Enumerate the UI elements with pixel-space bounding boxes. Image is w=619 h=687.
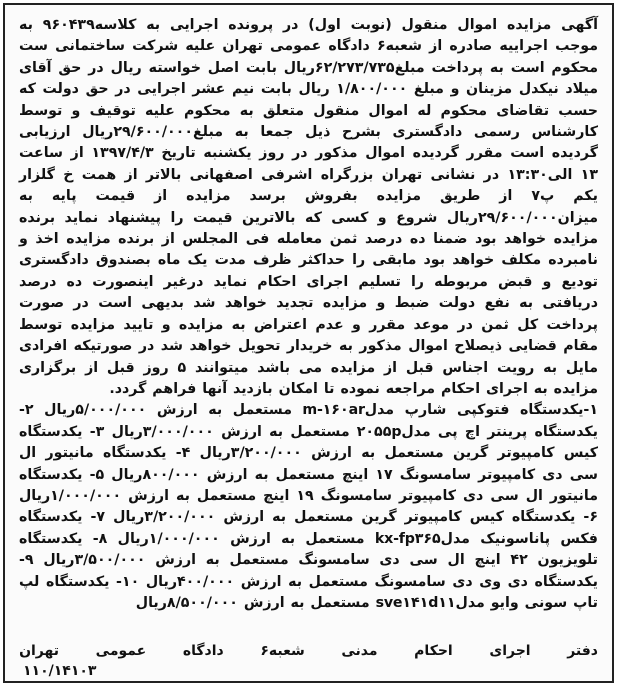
notice-items-list: ۱-یکدستگاه فتوکپی شارپ مدلm-۱۶۰ar مستعمل به ارزش ۵/۰۰۰/۰۰۰ریال ۲- یکدستگاه پرینتر اچ پی مدل۲۰۵۵p مستعمل به ارزش ۳/۰۰۰/۰۰۰ریال ۳- یکدستگاه کیس کامپیوتر گرین مستعمل به ارزش ۳/۲۰۰/۰۰۰ریال ۴- یکدستگاه مانیتور ال سی دی کامپیوتر سامسونگ ۱۷ اینچ مستعمل به ارزش ۸۰۰/۰۰۰ریال ۵- یکدستگاه مانیتور ال سی دی کامپیوتر سامسونگ ۱۹ اینچ مستعمل به ارزش ۱/۰۰۰/۰۰۰ریال ۶- یکدستگاه کیس کامپیوتر گرین مستعمل به ارزش ۳/۲۰۰/۰۰۰ریال ۷- یکدستگاه فکس پاناسونیک مدلkx-fp۳۶۵ مستعمل به ارزش ۱/۰۰۰/۰۰۰ریال ۸- یکدستگاه تلویزیون ۴۲ اینچ ال سی دی سامسونگ مستعمل به ارزش ۳/۵۰۰/۰۰۰ریال ۹- یکدستگاه دی وی دی سامسونگ مستعمل به ارزش ۴۰۰/۰۰۰ریال ۱۰- یکدستگاه لپ تاپ سونی وایو مدلsve۱۴۱d۱۱ مستعمل به ارزش ۸/۵۰۰/۰۰۰ریال bbox=[19, 402, 599, 611]
auction-notice bbox=[3, 3, 614, 683]
signature-word: مدنی bbox=[341, 643, 378, 659]
notice-signature bbox=[19, 643, 598, 659]
signature-word: عمومی bbox=[95, 643, 147, 659]
signature-word: دادگاه bbox=[182, 643, 224, 659]
signature-word: دفتر bbox=[567, 643, 598, 659]
notice-main-paragraph: آگهی مزایده اموال منقول (نوبت اول) در پرونده اجرایی به کلاسه۹۶۰۴۳۹ به موجب اجراییه صادره از شعبه۶ دادگاه عمومی تهران علیه شرکت ساختمانی ست محکوم است به پرداخت مبلغ۶۲/۲۷۳/۷۳۵ریال بابت اصل خواسته ریال در حق آقای میلاد نیکدل مزینان و مبلغ ۱/۸۰۰/۰۰۰ ریال بابت نیم عشر اجرایی در حق دولت که حسب تقاضای محکوم له اموال منقول متعلق به محکوم علیه توقیف و توسط کارشناس رسمی دادگستری بشرح ذیل جمعا به مبلغ۲۹/۶۰۰/۰۰۰ریال ارزیابی گردیده است مقرر گردیده اموال مذکور در روز یکشنبه تاریخ ۱۳۹۷/۴/۳ از ساعت ۱۳ الی۱۳:۳۰ در نشانی تهران بزرگراه اشرفی اصفهانی بالاتر از همت خ گلزار یکم پ۷ از طریق مزایده بفروش برسد مزایده از قیمت پایه به میزان۲۹/۶۰۰/۰۰۰ریال شروع و کسی که بالاترین قیمت را پیشنهاد نماید برنده مزایده خواهد بود ضمنا ده درصد ثمن معامله فی المجلس از برنده مزایده اخذ و نامبرده مکلف خواهد بود مابقی را حداکثر ظرف مدت یک ماه بصندوق دادگستری تودیع و قبض مربوطه را تسلیم اجرای احکام نماید درغیر اینصورت ده درصد دریافتی به نفع دولت ضبط و مزایده تجدید خواهد شد بدیهی است در صورت پرداخت کل ثمن در موعد مقرر و عدم اعتراض به مزایده و تایید مزایده توسط مقام قضایی ذیصلاح اموال مذکور به خریدار تحویل خواهد شد در صورتیکه افرادی مایل به رویت اجناس قبل از مزایده می باشد میتوانند ۵ روز قبل از برگزاری مزایده به اجرای احکام مراجعه نموده تا امکان بازدید آنها فراهم گردد. bbox=[19, 17, 599, 397]
signature-word: احکام bbox=[414, 643, 453, 659]
signature-word: تهران bbox=[19, 643, 60, 659]
notice-reference-code: ۱۱۰/۱۴۱۰۳ bbox=[23, 663, 97, 679]
notice-body bbox=[19, 15, 598, 614]
signature-word: اجرای bbox=[489, 643, 531, 659]
signature-word: شعبه۶ bbox=[260, 643, 305, 659]
